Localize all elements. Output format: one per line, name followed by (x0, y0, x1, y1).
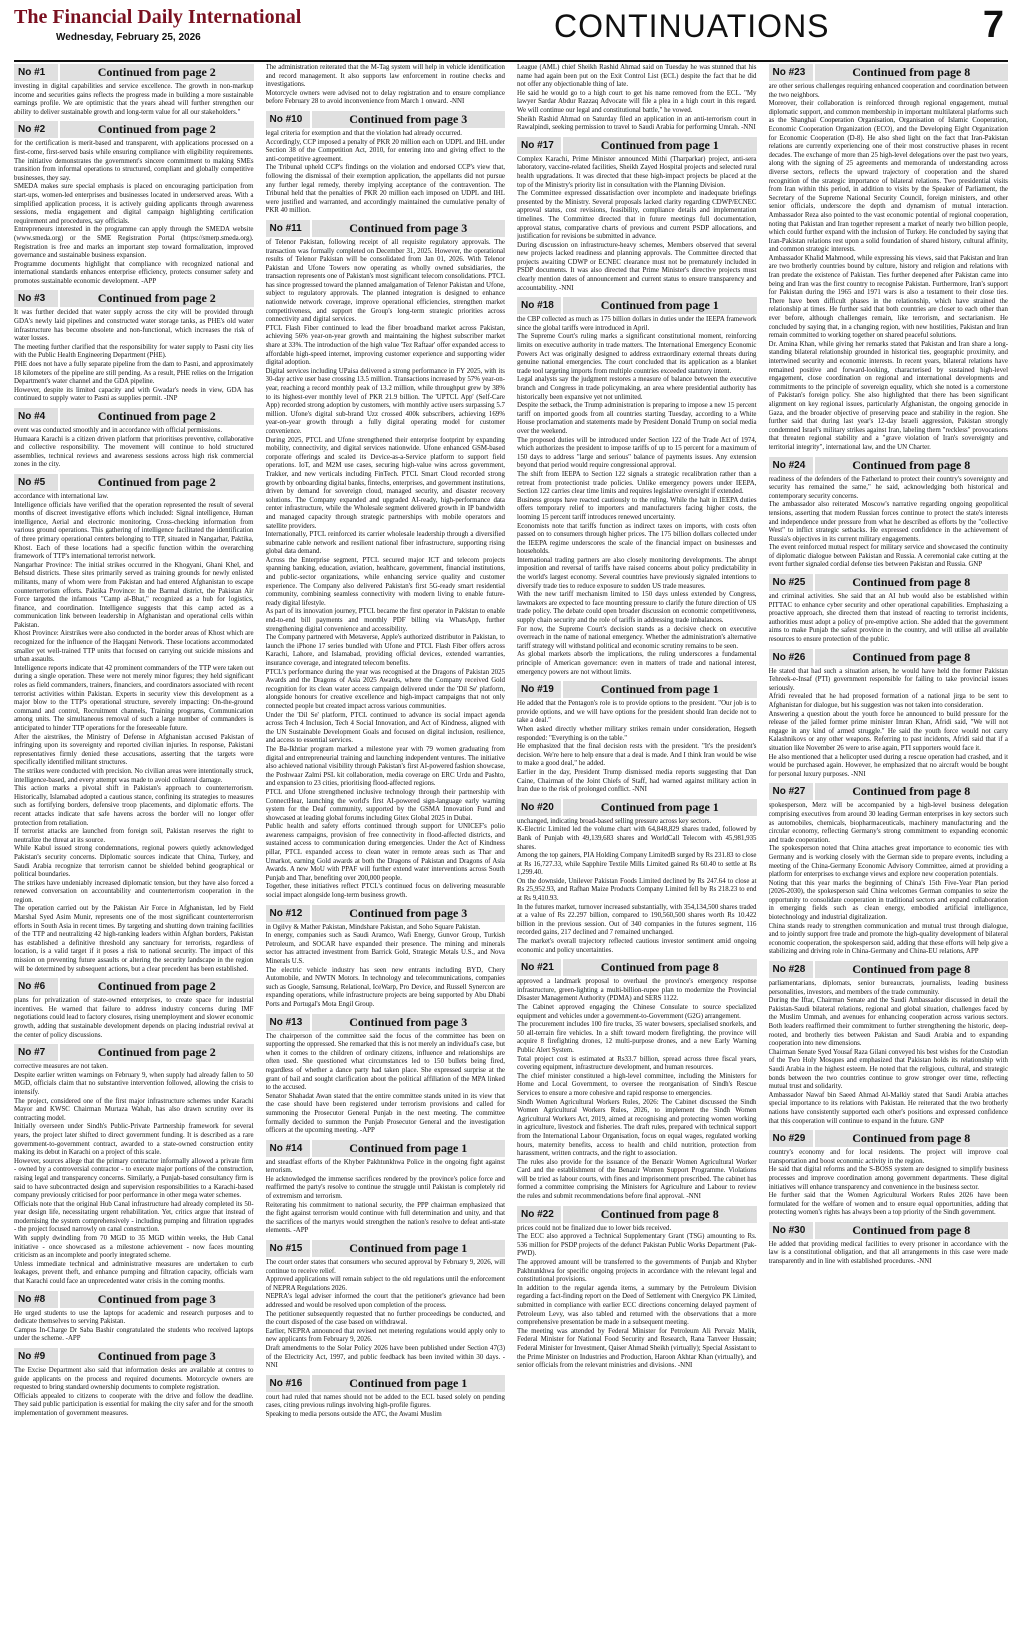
article-number: No #15 (266, 1240, 312, 1257)
continued-from-label: Continued from page 1 (563, 297, 757, 314)
continued-from-label: Continued from page 1 (312, 1375, 506, 1392)
article-number: No #22 (517, 1206, 563, 1223)
article-body: spokesperson, Merz will be accompanied by a high-level business delegation comprising executives from around 30 leading German enterprises in key sectors such as automobiles, chemicals, biopharmaceuticals, machinery manufacturing and the circular economy, reflecting Germany's strong commitment to expanding economic and trade cooperation. The spokesperson noted that China attaches great importance to economic ties with Germany and is working closely with the German side to prepare events, including a meeting of the China-Germany Economic Advisory Committee, aimed at providing a platform for enterprises to exchange views and explore new cooperation potentials. Noting that this year marks the beginning of China's 15th Five-Year Plan period (2026-2030), the spokesperson said China welcomes German companies to seize the opportunity to consolidate cooperation in traditional sectors and expand collaboration in emerging fields such as clean energy, embodied artificial intelligence, biotechnology and industrial digitalization. China stands ready to strengthen communication and mutual trust through dialogue, and to jointly support free trade and promote the high-quality development of bilateral economic cooperation, the spokesperson said, adding that these efforts will help give a stabilizing and driving role in China-Germany and China-EU relations, APP (768, 802, 1008, 956)
article-body: event was conducted smoothly and in accordance with official permissions. Humaara Karachi is a citizen driven platform that prioritises preventive, collaborative and collective responsibility. The movement will continue to hold structured assemblies, technical reviews and awareness sessions across high risk commercial zones in the city. (14, 427, 254, 469)
article-header-bar (14, 290, 254, 307)
article-number: No #1 (14, 64, 60, 81)
article-number: No #21 (517, 959, 563, 976)
article-number: No #16 (266, 1375, 312, 1392)
article-number: No #9 (14, 1348, 60, 1365)
continued-article (14, 121, 254, 286)
continued-from-label: Continued from page 3 (60, 1348, 254, 1365)
article-body: unchanged, indicating broad-based selling pressure across key sectors. K-Electric Limited led the volume chart with 64,848,829 shares traded, followed by Bank of Punjab with 49,139,683 shares and WorldCall Telecom with 45,981,935 shares. Among the top gainers, PIA Holding Company LimitedB surged by Rs 231.83 to close at Rs 16,727.33, while Sapphire Textile Mills Limited gained Rs 60.40 to settle at Rs 1,299.40. On the downside, Unilever Pakistan Foods Limited declined by Rs 247.64 to close at Rs 25,952.93, and Rafhan Maize Products Company Limited fell by Rs 218.23 to end at Rs 9,410.93. In the futures market, turnover increased substantially, with 354,134,500 shares traded at a value of Rs 22.297 billion, compared to 190,560,500 shares worth Rs 10.422 billion in the previous session. Out of 340 companies in the futures segment, 116 recorded gains, 217 declined and 7 remained unchanged. The market's overall trajectory reflected cautious investor sentiment amid ongoing economic and policy uncertainties. (517, 817, 757, 954)
article-header-bar (769, 64, 1009, 81)
continued-from-label: Continued from page 8 (815, 649, 1009, 666)
continuations-columns (14, 64, 1008, 1648)
section-title: CONTINUATIONS (554, 8, 830, 44)
article-number: No #18 (517, 297, 563, 314)
article-number: No #17 (517, 137, 563, 154)
article-number: No #19 (517, 681, 563, 698)
continued-from-label: Continued from page 1 (563, 681, 757, 698)
article-body: and criminal activities. She said that an AI hub would also be established within PITTAC to enhance cyber security and other operational capabilities. Emphasizing a proactive approach, she directed them that instead of reacting to terrorist incidents, authorities must adopt a policy of pre-emptive action. She added that the government aims to make Punjab the safest province in the country, and will utilise all available resources to ensure protection of the public. (768, 593, 1008, 644)
article-body: country's economy and for local residents. The project will improve coal transportation and boost economic activity in the region. He said that digital reforms and the S-BOSS system are designed to simplify business processes and improve coordination among government departments. These digital initiatives will enhance transparency and convenience in the business sector. He further said that the Women Agricultural Workers Rules 2026 have been formulated for the welfare of women and to ensure equal opportunities, adding that protecting women's rights has always been a top priority of the Sindh government. (768, 1149, 1008, 1217)
article-header-bar (517, 799, 757, 816)
article-number: No #10 (266, 111, 312, 128)
article-body: of Telenor Pakistan, following receipt of all requisite regulatory approvals. The transaction was formally completed on December 31, 2025. However, the operational results of Telenor Pakistan will be consolidated from Jan 01, 2026. With Telenor Pakistan and Ufone Towers now operating as wholly owned subsidiaries, the transaction represents one of Pakistan's most significant telecom consolidations. PTCL has since progressed toward the planned amalgamation of Telenor Pakistan and Ufone, subject to regulatory approvals. The planned integration is designed to enhance nationwide network coverage, improve operational efficiencies, strengthen market competitiveness, and support the Group's long-term strategic priorities across connectivity and digital services. PTCL Flash Fiber continued to lead the fiber broadband market across Pakistan, achieving 56% year-on-year growth and maintaining the highest subscriber market share at 33%. The introduction of the high value 'Tez Raftaar' offer expanded access to affordable high-speed internet, improving customer experience and supporting wider digital adoption. Digital services including UPaisa delivered a strong performance in FY 2025, with its 30-day active user base crossing 13.5 million. Transactions increased by 57% year-on-year, reaching a record monthly peak of 13.2 million, while throughput grew by 38% to its highest-ever monthly level of PKR 21.9 billion. The 'UPTCL App' (Self-Care App) recorded strong adoption by customers, with monthly active users surpassing 5.7 million. Ufone's digital sub-brand Uzz crossed 400k subscribers, achieving 169% year-on-year growth through a fully digital operating model for customer convenience. During 2025, PTCL and Ufone strengthened their enterprise footprint by expanding mobility, connectivity, and digital services nationwide. Ufone enhanced GSM-based corporate offerings and scaled its Device-as-a-Service platform to support field operations. IoT, and M2M use cases, securing high-value wins across government, Trakker, and new verticals including FinTech. PTCL Smart Cloud recorded strong growth by onboarding digital banks, fintechs, enterprises, and government institutions, driven by demand for sovereign cloud, managed security, and disaster recovery solutions. The Company expanded and upgraded AI-ready, high-performance data center infrastructure, while the Wholesale segment delivered growth in IP bandwidth and managed capacity through strategic partnerships with mobile operators and satellite providers. Internationally, PTCL reinforced its carrier wholesale leadership through a diversified submarine cable network and resilient national fiber infrastructure, supporting rising global data demand. Across the Enterprise segment, PTCL secured major ICT and telecom projects spanning banking, education, aviation, healthcare, government, financial institutions, and public-sector organizations, while enhancing service quality and customer experience. The Company also delivered Pakistan's first 5G-ready smart residential community, combining seamless connectivity with modern living to enable future-ready digital lifestyle. As part of its innovation journey, PTCL became the first operator in Pakistan to enable end-to-end bill payments and monthly PDF billing via WhatsApp, further strengthening digital convenience and accessibility. The Company partnered with Metaverse, Apple's authorized distributor in Pakistan, to launch the iPhone 17 series bundled with Ufone and PTCL Flash Fiber offers across Karachi, Lahore, and Islamabad, providing official devices, extended warranties, insurance coverage, and integrated telecom benefits. PTCL's performance during the year was recognised at the Dragons of Pakistan 2025 Awards and the Dragons of Asia 2025 Awards, where the Company received Gold recognition for its clean water access campaign delivered under the 'Dil Se' platform, alongside honours for creative excellence and high-impact campaigns that not only connected people but created impact across various communities. Under the 'Dil Se' platform, PTCL continued to advance its social impact agenda across Tech 4 Inclusion, Tech 4 Social Innovation, and Act of Kindness, aligned with the UN Sustainable Development Goals and focused on digital inclusion, resilience, and access to essential services. The Ba-Ikhtiar program marked a milestone year with 79 women graduating from digital and entrepreneurial training and launching independent ventures. The initiative also achieved national visibility through Pakistan's first AI-powered fashion showcase, the Poshwaar Zalmi PSL kit collaboration, media coverage on ERC Urdu and Pashto, and expansion to 23 cities, prioritising flood-affected regions. PTCL and Ufone strengthened inclusive technology through their partnership with ConnectHear, launching the world's first AI-powered sign-language early warning system for the Deaf community, supported by the GSMA Innovation Fund and showcased at leading global forums including Gitex Global 2025 in Dubai. Public health and safety efforts continued through support for UNICEF's polio awareness campaigns, provision of free connectivity in flood-affected districts, and sustained access to communication during emergencies. Under the Act of Kindness pillar, PTCL expanded access to clean water in remote areas such as Thar and Umarkot, earning Gold awards at both the Dragons of Pakistan and Dragons of Asia Awards. A new MoU with PPAF will further extend water interventions across South Punjab and Thar, benefiting over 200,000 people. Together, these initiatives reflect PTCL's continued focus on delivering measurable social impact alongside long-term business growth. (265, 238, 505, 900)
continued-from-label: Continued from page 1 (563, 137, 757, 154)
article-number: No #7 (14, 1044, 60, 1061)
continued-from-label: Continued from page 3 (312, 220, 506, 237)
article-number: No #3 (14, 290, 60, 307)
article-body: the CBP collected as much as 175 billion dollars in duties under the IEEPA framework since the global tariffs were introduced in April. The Supreme Court's ruling marks a significant constitutional moment, reinforcing limits on executive authority in trade matters. The International Emergency Economic Powers Act was originally designed to address extraordinary external threats during genuine national emergencies. The court concluded that its application as a blanket trade tool targeting imports from multiple countries exceeded statutory intent. Legal analysts say the judgment restores a measure of balance between the executive branch and Congress in trade policymaking, an area where presidential authority has historically been expansive yet not unlimited. Despite the setback, the Trump administration is preparing to impose a new 15 percent tariff on imported goods from all countries starting Tuesday, according to a White House proclamation and statements made by President Donald Trump on social media over the weekend. The proposed duties will be introduced under Section 122 of the Trade Act of 1974, which authorizes the president to impose tariffs of up to 15 percent for a maximum of 150 days to address "large and serious" balance of payments issues. Any extension beyond that period would require congressional approval. The shift from IEEPA to Section 122 signals a strategic recalibration rather than a retreat from protectionist trade policies. Unlike emergency powers under IEEPA, Section 122 carries clear time limits and requires legislative oversight if extended. Business groups have reacted cautiously to the ruling. While the halt in IEEPA duties offers temporary relief to importers and manufacturers facing higher costs, the looming 15 percent tariff introduces renewed uncertainty. Economists note that tariffs function as indirect taxes on imports, with costs often passed on to consumers through higher prices. The 175 billion dollars collected under the IEEPA regime underscores the scale of the financial impact on businesses and households. International trading partners are also closely monitoring developments. The abrupt imposition and reversal of tariffs have raised concerns about policy predictability in the world's largest economy. Several countries have previously signaled intentions to diversify trade ties to reduce exposure to sudden US trade measures. With the new tariff mechanism limited to 150 days unless extended by Congress, lawmakers are expected to face mounting pressure to clarify the future direction of US trade policy. The debate could open broader discussion on economic competitiveness, supply chain security and the role of tariffs in addressing trade imbalances. For now, the Supreme Court's decision stands as a decisive check on executive overreach in the name of national emergency. Whether the administration's alternative tariff strategy will withstand political and economic scrutiny remains to be seen. As global markets absorb the implications, the ruling underscores a fundamental principle of American governance: even in matters of trade and national interest, emergency powers are not without limits. (517, 316, 757, 676)
continued-from-label: Continued from page 8 (815, 64, 1009, 81)
continued-article (769, 961, 1009, 1126)
continued-from-label: Continued from page 2 (60, 978, 254, 995)
article-body: approved a landmark proposal to overhaul the province's emergency response infrastructure, green-lighting a multi-billion-rupee plan to modernize the Provincial Disaster Management Authority (PDMA) and SERS 1122. The Cabinet approved engaging the Chinese Consulate to source specialized equipment and vehicles under a government-to-Government (G2G) arrangement. The procurement includes 100 fire trucks, 35 water bowsers, specialised snorkels, and 50 all-terrain fire vehicles. In a shift toward modern firefighting, the province will acquire 8 firefighting drones, 12 multi-purpose drones, and a new Early Warning Public Alert System. Total project cost is estimated at Rs33.7 billion, spread across three fiscal years, covering equipment, infrastructure development, and human resources. The chief minister constituted a high-level committee, including the Ministers for Home and Local Government, to oversee the reorganisation of Sindh's Rescue Services to ensure a more cohesive and rapid response to emergencies. Sindh Women Agricultural Workers Rules, 2026: The Cabinet discussed the Sindh Women Agricultural Workers Rules, 2026, to implement the Sindh Women Agricultural Workers Act, 2019, aimed at recognising and protecting women working in agriculture, livestock and fisheries. The draft rules, prepared with technical support from the International Labour Organisation, focus on equal wages, regulated working hours, maternity benefits, access to health and child nutrition, protection from harassment, written contracts, and the right to association. The rules also provide for the issuance of the Benazir Women Agricultural Worker Card and the establishment of the Benazir Women Support Programme. Violations will be tried as labour courts, with fines and imprisonment prescribed. The cabinet has formed a committee comprising the Ministers for Agriculture and Labour to review the rules and submit recommendations before final approval. -NNI (517, 978, 757, 1201)
article-header-bar (266, 1240, 506, 1257)
news-column (266, 64, 506, 1648)
article-header-bar (14, 1348, 254, 1365)
article-header-bar (517, 1206, 757, 1223)
continued-article (266, 1240, 506, 1371)
article-header-bar (769, 649, 1009, 666)
continued-article (769, 1222, 1009, 1267)
continued-from-label: Continued from page 3 (60, 1291, 254, 1308)
continued-from-label: Continued from page 8 (563, 959, 757, 976)
article-header-bar (517, 297, 757, 314)
article-header-bar (266, 111, 506, 128)
news-column (517, 64, 757, 1648)
article-header-bar (266, 220, 506, 237)
continued-from-label: Continued from page 1 (312, 1240, 506, 1257)
article-body: He added that providing medical facilities to every prisoner in accordance with the law is a constitutional obligation, and that all arrangements in this case were made transparently and in line with established procedures. -NNI (768, 1240, 1008, 1266)
publication-date: Wednesday, February 25, 2026 (56, 32, 201, 43)
continued-article (266, 1375, 506, 1420)
continued-from-label: Continued from page 8 (815, 574, 1009, 591)
article-header-bar (14, 978, 254, 995)
article-number: No #29 (769, 1130, 815, 1147)
article-header-bar (266, 1014, 506, 1031)
article-body: plans for privatization of state-owned enterprises, to create space for industrial incentives. He warned that failure to address industry concerns during IMF negotiations could lead to factory closures, rising unemployment and slower economic growth, adding that sustainable development depends on placing industrial revival at the center of policy discussions. (14, 997, 254, 1039)
continued-article (14, 408, 254, 470)
continued-article (14, 64, 254, 117)
continued-from-label: Continued from page 8 (815, 1222, 1009, 1239)
article-body: League (AML) chief Sheikh Rashid Ahmad said on Tuesday he was stunned that his name had again been put on the Exit Control List (ECL) despite the fact that he did not offer any objectionable thing of late. He said he would go to a high court to get his name removed from the ECL. "My lawyer Sardar Abdur Razzaq Advocate will file a plea in a high court in this regard. We will continue our legal and constitutional battle," he vowed. Sheikh Rashid Ahmad on Saturday filed an application in an anti-terrorism court in Rawalpindi, seeking permission to travel to Saudi Arabia for performing Umrah. -NNI (517, 64, 757, 132)
article-body: for the certification is merit-based and transparent, with applications processed on a first-come, first-served basis while ensuring compliance with eligibility requirements. The initiative demonstrates the government's sincere commitment to making SMEs transition from informal operations to structured, compliant and globally competitive businesses, they say. SMEDA makes sure special emphasis is placed on encouraging participation from start-ups, women-led enterprises and businesses located in underserved areas. With a simplified application process, it is actively guiding applicants through awareness sessions, media engagement and digital campaign highlighting certification requirement and procedures, say officials. Entrepreneurs interested in the programme can apply through the SMEDA website (www.smeda.org) or the SME Registration Portal (https://smerp.smeda.org). Registration is free and marks an important step toward formalization, improved governance and sustainable business expansion. Programme documents highlight that compliance with recognized national and international standards enhances enterprise efficiency, protects consumer safety and promotes sustainable economic development. -APP (14, 140, 254, 285)
continued-article (266, 111, 506, 216)
article-number: No #23 (769, 64, 815, 81)
article-header-bar (266, 1140, 506, 1157)
continued-article (517, 681, 757, 795)
article-number: No #20 (517, 799, 563, 816)
news-column (14, 64, 254, 1648)
article-number: No #30 (769, 1222, 815, 1239)
continued-article (14, 474, 254, 974)
page-number: 7 (982, 4, 1004, 46)
continued-from-label: Continued from page 1 (312, 1140, 506, 1157)
continued-article (517, 1206, 757, 1371)
continued-article (266, 1014, 506, 1136)
article-body: Complex Karachi, Prime Minister announced Mithi (Tharparkar) project, anti-sera laboratory, vaccine-related facilities, Sheikh Zayed Hospital projects and selected rural health upgradations. It was directed that these high-impact projects be placed at the top of the Ministry's priority list in consultation with the Planning Division. The Committee expressed dissatisfaction over incomplete and inadequate briefings presented by the Ministry. Several proposals lacked clarity regarding CDWP/ECNEC approval status, cost revisions, feasibility, compliance details and implementation timelines. The Committee directed that in future meetings full documentation, approval status, comparative charts of previous and current PSDP allocations, and justification for revisions be submitted in advance. During discussion on infrastructure-heavy schemes, Members observed that several new projects lacked readiness and planning approvals. The Committee directed that projects awaiting CDWP or ECNEC clearance must not be prematurely included in PSDP documents. It was also directed that Prime Minister's directive projects must clearly mention dates of announcement and current status to ensure transparency and accountability. -NNI (517, 155, 757, 292)
article-body: legal criteria for exemption and that the violation had already occurred. Accordingly, CCP imposed a penalty of PKR 20 million each on UDPL and IHL under Section 38 of the Competition Act, 2010, for entering into and giving effect to the anti-competitive agreement. The Tribunal upheld CCP's findings on the violation and endorsed CCP's view that, following the dismissal of their exemption application, the appellants did not pursue any further legal remedy, thereby implying acceptance of the contravention. The Tribunal held that the penalties of PKR 20 million each imposed on UDPL and IHL were justified and warranted, and accordingly maintained the cumulative penalty of PKR 40 million. (265, 129, 505, 215)
article-header-bar (14, 474, 254, 491)
news-column (769, 64, 1009, 1648)
article-body: He added that the Pentagon's role is to provide options to the president. "Our job is to provide options, and we will have options for the president should Iran decide not to take a deal." When asked directly whether military strikes remain under consideration, Hegseth responded: "Everything is on the table." He emphasized that the final decision rests with the president. "It's the president's decision. We're here to help ensure that a deal is made. And I think Iran would be wise to make a good deal," he added. Earlier in the day, President Trump dismissed media reports suggesting that Dan Caine, Chairman of the Joint Chiefs of Staff, had warned against military action in Iran due to the risk of prolonged conflict. -NNI (517, 700, 757, 794)
article-body: He urged students to use the laptops for academic and research purposes and to dedicate themselves to serving Pakistan. Campus In-Charge Dr Saba Bashir congratulated the students who received laptops under the scheme. -APP (14, 1309, 254, 1343)
article-number: No #26 (769, 649, 815, 666)
article-header-bar (14, 121, 254, 138)
article-body: The Excise Department also said that information desks are available at centres to guide applicants on the process and required documents. Motorcycle owners are requested to bring standard ownership documents to complete registration. Officials appealed to citizens to cooperate with the drive and follow the deadline. They said public participation is essential for making the city safer and for the smooth implementation of government measures. (14, 1367, 254, 1417)
article-body: He stated that had such a situation arisen, he would have held the former Pakistan Tehreek-e-Insaf (PTI) government responsible for failing to take provincial issues seriously. Afridi revealed that he had proposed formation of a national jirga to be sent to Afghanistan for dialogue, but his suggestion was not taken into consideration. Answering a question about the youth force he announced to build pressure for the release of the jailed former prime minister Imran Khan, Afridi said, "We will not engage in any kind of armed struggle." He said the youth force would not carry Kalashnikovs or any other weapons. Referring to past incidents, Afridi said that if a situation like November 26 were to arise again, PTI supporters would face it. He also mentioned that a helicopter used during a rescue operation had crashed, and it would be purchased again. However, he emphasized that no aircraft would be bought for personal luxury purposes. -NNI (768, 667, 1008, 778)
continued-article (14, 290, 254, 404)
article-header-bar (769, 1222, 1009, 1239)
article-body: are other serious challenges requiring enhanced cooperation and coordination between the two neighbors. Moreover, their collaboration is reinforced through regional engagement, mutual diplomatic support, and common membership in important multilateral platforms such as the Shanghai Cooperation Organisation, Organisation of Islamic Cooperation, Economic Cooperation Organization (ECO), and the Developing Eight Organization for Economic Cooperation (D-8). He also shed light on the fact that Iran-Pakistan relations are currently experiencing one of their most constructive phases in recent decades. The exchange of more than 25 high-level delegations over the past two years, along with the signing of 25 agreements and memoranda of understanding across diverse sectors, reflects the upward trajectory of cooperation and the shared recognition of the strategic importance of bilateral relations. Two presidential visits from Iran within this period, in addition to visits by the Speaker of Parliament, the Secretary of the Supreme National Security Council, foreign ministers, and other senior officials, underscore the depth and dynamism of mutual interaction. Ambassador Reza also pointed to the vast economic potential of regional cooperation, noting that Pakistan and Iran together represent a market of nearly two billion people, which could further expand with the inclusion of Turkey. He concluded by saying that Iran-Pakistan relations rest upon a solid foundation of shared history, cultural affinity, and common strategic interests. Ambassador Khalid Mahmood, while expressing his views, said that Pakistan and Iran are two brotherly countries bound by culture, history and religion and relations with Iran predate the existence of Pakistan. Ties further deepened after Pakistan came into being and Iran was the first country to recognise Pakistan. Furthermore, Iran's support for Pakistan during the 1965 and 1971 wars is also a testament to their close ties. There have been difficult phases in the relationship, which have strained the relationship at times. He further said that both countries are closer to each other than ever before, although challenges remain, like terrorism, and sectarianism. He concluded by saying that, in a changing region, with new hostilities, Pakistan and Iran remain committed to working together on shared peaceful solutions. Dr. Amina Khan, while giving her remarks stated that Pakistan and Iran share a long-standing bilateral relationship grounded in historical ties, geographic proximity, and intertwined security and economic interests. In recent years, bilateral relations have remained positive and forward-looking, characterised by sustained high-level engagement, close coordination on regional and international developments and commitments to the principle of sovereign equality, which she noted is a cornerstone of Pakistan's foreign policy. She also highlighted that there has been significant alignment on key regional issues, particularly Afghanistan, the ongoing genocide in Gaza, and the broader objective of preserving peace and stability in the region. She further said that during last year's 12-day Israeli aggression, Pakistan strongly condemned Israel's military strikes against Iran, labeling them "reckless" provocations that threaten regional stability and a "grave violation of Iran's sovereignty and territorial integrity", international law, and the UN Charter. (768, 83, 1008, 451)
continued-from-label: Continued from page 8 (815, 1130, 1009, 1147)
continued-article (14, 1291, 254, 1344)
continued-from-label: Continued from page 8 (815, 457, 1009, 474)
article-header-bar (14, 408, 254, 425)
continued-article (266, 64, 506, 107)
continued-article (517, 959, 757, 1201)
newspaper-name: The Financial Daily International (14, 6, 302, 28)
article-header-bar (14, 64, 254, 81)
continued-article (769, 1130, 1009, 1218)
article-body: in Ogilvy & Mather Pakistan, Mindshare Pakistan, and Soho Square Pakistan. In energy, companies such as Saudi Aramco, Wafi Energy, Gunvor Group, Turkish Petroleum, and SOCAR have expanded their presence. The mining and minerals sector has attracted investment from Barrick Gold, Strategic Metals U.S., and Nova Minerals U.S. The electric vehicle industry has seen new entrants including BYD, Chery Automobile, and NWTN Motors. In technology and telecommunications, companies such as Google, Samsung, Relational, IceWarp, Pro Device, and Russell Synercon are expanding operations, while infrastructure projects are being supported by Abu Dhabi Ports and Portugal's Mota Engil Group. (265, 923, 505, 1008)
continued-from-label: Continued from page 2 (60, 64, 254, 81)
article-header-bar (14, 1044, 254, 1061)
article-header-bar (769, 961, 1009, 978)
article-number: No #2 (14, 121, 60, 138)
continued-from-label: Continued from page 2 (60, 1044, 254, 1061)
article-body: The administration reiterated that the M-Tag system will help in vehicle identification and record management. It also supports law enforcement in routine checks and investigations. Motorcycle owners were advised not to delay registration and to ensure compliance before February 28 to avoid inconvenience from March 1 onward. -NNI (265, 64, 505, 106)
continued-from-label: Continued from page 3 (312, 1014, 506, 1031)
article-body: investing in digital capabilities and service excellence. The growth in non-markup income and securities gains reflects the progress made in building a more sustainable earnings profile. We are optimistic that the years ahead will further strengthen our ability to deliver sustainable growth and long-term value for all our stakeholders." (14, 83, 254, 116)
article-header-bar (769, 783, 1009, 800)
continued-article (266, 1140, 506, 1236)
continued-from-label: Continued from page 8 (563, 1206, 757, 1223)
continued-article (769, 574, 1009, 645)
article-body: parliamentarians, diplomats, senior bureaucrats, journalists, leading business personalities, investors, and members of the trade community. During the Iftar, Chairman Senate and the Saudi Ambassador discussed in detail the Pakistan-Saudi bilateral relations, regional and global situation, challenges faced by the Muslim Ummah, and avenues for enhancing cooperation across various sectors. Both leaders reaffirmed their commitment to further strengthening the historic, deep-rooted, and brotherly ties between Pakistan and Saudi Arabia and to expanding cooperation into new dimensions. Chairman Senate Syed Yousaf Raza Gilani conveyed his best wishes for the Custodian of the Two Holy Mosques and emphasized that Pakistan holds its relationship with Saudi Arabia in the highest esteem. He noted that the religious, cultural, and strategic bonds between the two countries continue to grow stronger over time, reflecting mutual trust and solidarity. Ambassador Nawaf bin Saeed Ahmad Al-Malkiy stated that Saudi Arabia attaches special importance to its relations with Pakistan. He reiterated that the two brotherly nations have consistently supported each other's positions and expressed confidence that this cooperation will continue to expand in the future. GNP (768, 980, 1008, 1125)
article-number: No #5 (14, 474, 60, 491)
article-header-bar (769, 574, 1009, 591)
continued-article (769, 649, 1009, 780)
article-number: No #27 (769, 783, 815, 800)
article-body: accordance with international law. Intelligence officials have verified that the operation represented the result of several months of discreet investigative efforts which included: Signal intelligence, Human intelligence, Aerial and electronic monitoring, Cross-checking information from various ground operations. This gathering of intelligence facilitated the identification of three primary operational centers belonging to TTP, situated in Nangarhar, Paktika, Khost. Each of these locations had a specific function within the overarching framework of TTP's international terrorist network. Nangarhar Province: The initial strikes occurred in the Khogyani, Ghani Khel, and Behsud districts. These sites primarily served as training grounds for newly enlisted militants, many of whom were from Pakistan and had entered Afghanistan to escape counterterrorism efforts. Paktika Province: In the Barmal district, the Pakistan Air Force targeted the infamous "Camp al-Bhat," recognized as a hub for logistics, finance, and coordination. Intelligence suggests that this camp acted as a communication link between leadership in Afghanistan and operational cells within Pakistan. Khost Province: Airstrikes were also conducted in the border areas of Khost which are recognized for the influence of the Haqqani Network. These locations accommodated smaller yet well-trained TTP units that focused on carrying out suicide missions and urban assaults. Intelligence reports indicate that 42 prominent commanders of the TTP were taken out during a single operation. These were not merely minor figures; they held significant roles as field commanders, trainers, financiers, and coordinators associated with recent terrorist activities within Pakistan. Experts in security view this development as a major blow to the TTP's operational structure, severely impacting: On-the-ground command and control, Recruitment channels, Training programs, Communication among units. The simultaneous removal of such a large number of commanders is anticipated to hinder TTP operations for the foreseeable future. After the airstrikes, the Ministry of Defense in Afghanistan accused Pakistan of infringing upon its sovereignty and reported civilian injuries. In response, Pakistani representatives firmly denied these accusations, asserting that the targets were specifically identified militant structures. The strikes were conducted with precision. No civilian areas were intentionally struck, intelligence-based, and every attempt was made to avoid collateral damage. This action marks a pivotal shift in Pakistan's approach to counterterrorism. Historically, Islamabad adopted a cautious stance, confining its strategies to measures such as fortifying borders, defensive troop placements, and diplomatic efforts. The recent attacks indicate that safe havens across the border will no longer offer protection from retaliation. If terrorist attacks are launched from foreign soil, Pakistan reserves the right to neutralize the threat at its source. While Kabul issued strong condemnations, regional powers quietly acknowledged Pakistan's security concerns. Diplomatic sources indicate that China, Turkey, and Saudi Arabia recognize that terrorism cannot be shielded behind geographical or political boundaries. The strikes have undeniably increased diplomatic tension, but they have also forced a renewed conversation on accountability and counterterrorism cooperation in the region. The operation carried out by the Pakistan Air Force in Afghanistan, led by Field Marshal Syed Asim Munir, represents one of the most significant counterterrorism efforts in South Asia in recent times. By targeting and shutting down training facilities of the TTP and neutralizing 42 high-ranking leaders within Afghan borders, Pakistan has established a definitive threshold any sanctuary for terrorists, regardless of location, is a valid target if it poses a risk to national security. The impact of this mission on preventing future assaults or altering the security landscape in the region will be determined by subsequent actions, but a clear precedent has been established. (14, 492, 254, 973)
continued-from-label: Continued from page 2 (60, 474, 254, 491)
continued-article (517, 799, 757, 956)
article-header-bar (266, 1375, 506, 1392)
article-number: No #11 (266, 220, 312, 237)
continued-article (769, 64, 1009, 453)
continued-article (769, 783, 1009, 957)
article-number: No #4 (14, 408, 60, 425)
article-header-bar (517, 137, 757, 154)
continued-article (266, 905, 506, 1010)
article-body: readiness of the defenders of the Fatherland to protect their country's sovereignty and security has remained the same," he said, acknowledging both historical and contemporary security concerns. The ambassador also reiterated Moscow's narrative regarding ongoing geopolitical tensions, asserting that modern Russian forces continue to protect the state's interests and independence under pressure from what he described as efforts by the "collective West" to inflict strategic setbacks. He expressed confidence in the achievement of Russia's objectives in its current military engagements. The event reinforced mutual respect for military service and showcased the continuity of diplomatic dialogue between Pakistan and Russia. A ceremonial cake cutting at the event further signaled cordial defense ties between Pakistan and Russia. GNP (768, 475, 1008, 569)
article-number: No #8 (14, 1291, 60, 1308)
continued-article (517, 297, 757, 677)
article-body: It was further decided that water supply across the city will be provided through GDA's newly laid pipelines and constructed water storage tanks, as PHE's old water infrastructure has become obsolete and non-functional, which increases the risk of water losses. The meeting further clarified that the responsibility for water supply to Pasni city lies with the Public Health Engineering Department (PHE). PHE does not have a fully separate pipeline from the dam to Pasni, and approximately 18 kilometers of the pipeline are still pending. As a result, PHE relies on the Irrigation Department's water channel and the GDA pipeline. However, despite its limited capacity and with Gwadar's needs in view, GDA has continued to supply water to Pasni as supplies permit. -INP (14, 309, 254, 403)
continued-article (14, 978, 254, 1040)
article-body: prices could not be finalized due to lower bids received. The ECC also approved a Technical Supplementary Grant (TSG) amounting to Rs. 536 million for PSDP projects of the defunct Pakistan Public Works Department (Pak-PWD). The approved amount will be transferred to the governments of Punjab and Khyber Pakhtunkhwa for specific ongoing projects in accordance with the relevant legal and constitutional provisions. In addition to the regular agenda items, a summary by the Petroleum Division regarding a fact-finding report on the Deed of Settlement with Cnergyico PK Limited, submitted in compliance with earlier ECC directions concerning delayed payment of Petroleum Levy, was also tabled and returned with the observations that a more comprehensive presentation be made in a subsequent meeting. The meeting was attended by Federal Minister for Petroleum Ali Pervaiz Malik, Federal Minister for National Food Security and Research, Rana Tanveer Hussain; Federal Minister for Investment, Qaiser Ahmad Sheikh (virtually); Special Assistant to the Prime Minister on Industries and Production, Haroon Akhtar Khan (virtually), and senior officials from the relevant ministries and divisions. -NNI (517, 1224, 757, 1370)
continued-from-label: Continued from page 3 (312, 905, 506, 922)
article-header-bar (266, 905, 506, 922)
continued-from-label: Continued from page 8 (815, 783, 1009, 800)
continued-from-label: Continued from page 2 (60, 121, 254, 138)
continued-article (266, 220, 506, 901)
continued-article (769, 457, 1009, 571)
article-header-bar (14, 1291, 254, 1308)
article-body: and steadfast efforts of the Khyber Pakhtunkhwa Police in the ongoing fight against terrorism. He acknowledged the immense sacrifices rendered by the province's police force and reaffirmed the party's resolve to continue the struggle until Pakistan is completely rid of extremism and terrorism. Reiterating his commitment to national security, the PPP chairman emphasized that the fight against terrorism would continue with full determination and unity, and that the sacrifices of the martyrs would strengthen the nation's resolve to defeat anti-state elements. -APP (265, 1158, 505, 1235)
continued-from-label: Continued from page 1 (563, 799, 757, 816)
article-number: No #25 (769, 574, 815, 591)
continued-from-label: Continued from page 3 (312, 111, 506, 128)
continued-article (14, 1044, 254, 1286)
article-body: court had ruled that names should not be added to the ECL based solely on pending cases, citing previous rulings involving high-profile figures. Speaking to media persons outside the ATC, the Awami Muslim (265, 1393, 505, 1418)
continued-article (14, 1348, 254, 1419)
continued-article (517, 64, 757, 133)
article-body: The chairperson of the committee said the focus of the committee has been on supporting the oppressed. She remarked that this is not merely an individual's case, but when it comes to the children of ordinary citizens, influence and relationships are often used. She questioned what circumstances led to 150 bullets being fired, regardless of whether a dance party had taken place. She expressed surprise at the grant of bail and sought clarification about the political affiliation of the MPA linked to the accused. Senator Shahadat Awan stated that the entire committee stands united in its view that the case should have been registered under terrorism provisions and called for summoning the Prosecutor General Punjab in the next meeting. The committee formally decided to summon the Punjab Prosecutor General and the investigation officers at the upcoming meeting. -APP (265, 1032, 505, 1135)
article-number: No #6 (14, 978, 60, 995)
article-header-bar (769, 457, 1009, 474)
continued-from-label: Continued from page 2 (60, 290, 254, 307)
continued-article (517, 137, 757, 294)
article-number: No #14 (266, 1140, 312, 1157)
article-number: No #28 (769, 961, 815, 978)
article-header-bar (769, 1130, 1009, 1147)
continued-from-label: Continued from page 8 (815, 961, 1009, 978)
article-number: No #24 (769, 457, 815, 474)
article-number: No #13 (266, 1014, 312, 1031)
masthead (14, 6, 1008, 62)
article-body: The court order states that consumers who secured approval by February 9, 2026, will continue to receive relief. Approved applications will remain subject to the old regulations until the enforcement of NEPRA Regulations 2026. NEPRA's legal adviser informed the court that the petitioner's grievance had been addressed and would be resolved upon completion of the process. The petitioner subsequently requested that no further proceedings be conducted, and the court disposed of the case based on withdrawal. Earlier, NEPRA announced that revised net metering regulations would apply only to new applicants from February 9, 2026. Draft amendments to the Solar Policy 2026 have been published under Section 47(3) of the Electricity Act, 1997, and public feedback has been invited within 30 days. -NNI (265, 1259, 505, 1370)
article-header-bar (517, 959, 757, 976)
continued-from-label: Continued from page 2 (60, 408, 254, 425)
article-body: corrective measures are not taken. Despite earlier written warnings on February 9, when supply had already fallen to 50 MGD, officials claim that no substantive intervention followed, allowing the crisis to intensify. The project, considered one of the first major infrastructure schemes under Karachi Mayor and KWSC Chairman Murtaza Wahab, has also drawn scrutiny over its contracting model. Initially overseen under Sindh's Public-Private Partnership framework for several years, the project later shifted to direct government funding. It is described as a rare government-to-government contract, awarded to a state-owned construction entity making its debut in Karachi on a project of this scale. However, sources allege that the primary contractor informally allowed a private firm - owned by a controversial contractor - to execute major portions of the construction, raising legal and transparency concerns. Similarly, a Punjab-based consultancy firm is said to have subcontracted design and supervision responsibilities to a Karachi-based company previously criticised for poor performance in other mega water schemes. Officials note that the original Hub Canal infrastructure had already completed its 50-year design life, necessitating urgent rehabilitation. Yet, critics argue that instead of modernising the system comprehensively - including pumping and filtration upgrades - the project focused narrowly on canal construction. With supply dwindling from 70 MGD to 35 MGD within weeks, the Hub Canal initiative - once showcased as a milestone achievement - now faces mounting criticism as an incomplete and poorly integrated scheme. Unless immediate technical and administrative measures are undertaken to curb leakages, prevent theft, and enhance pumping and filtration capacity, officials warn that Karachi could face an unprecedented water crisis in the coming months. (14, 1063, 254, 1286)
article-header-bar (517, 681, 757, 698)
article-number: No #12 (266, 905, 312, 922)
